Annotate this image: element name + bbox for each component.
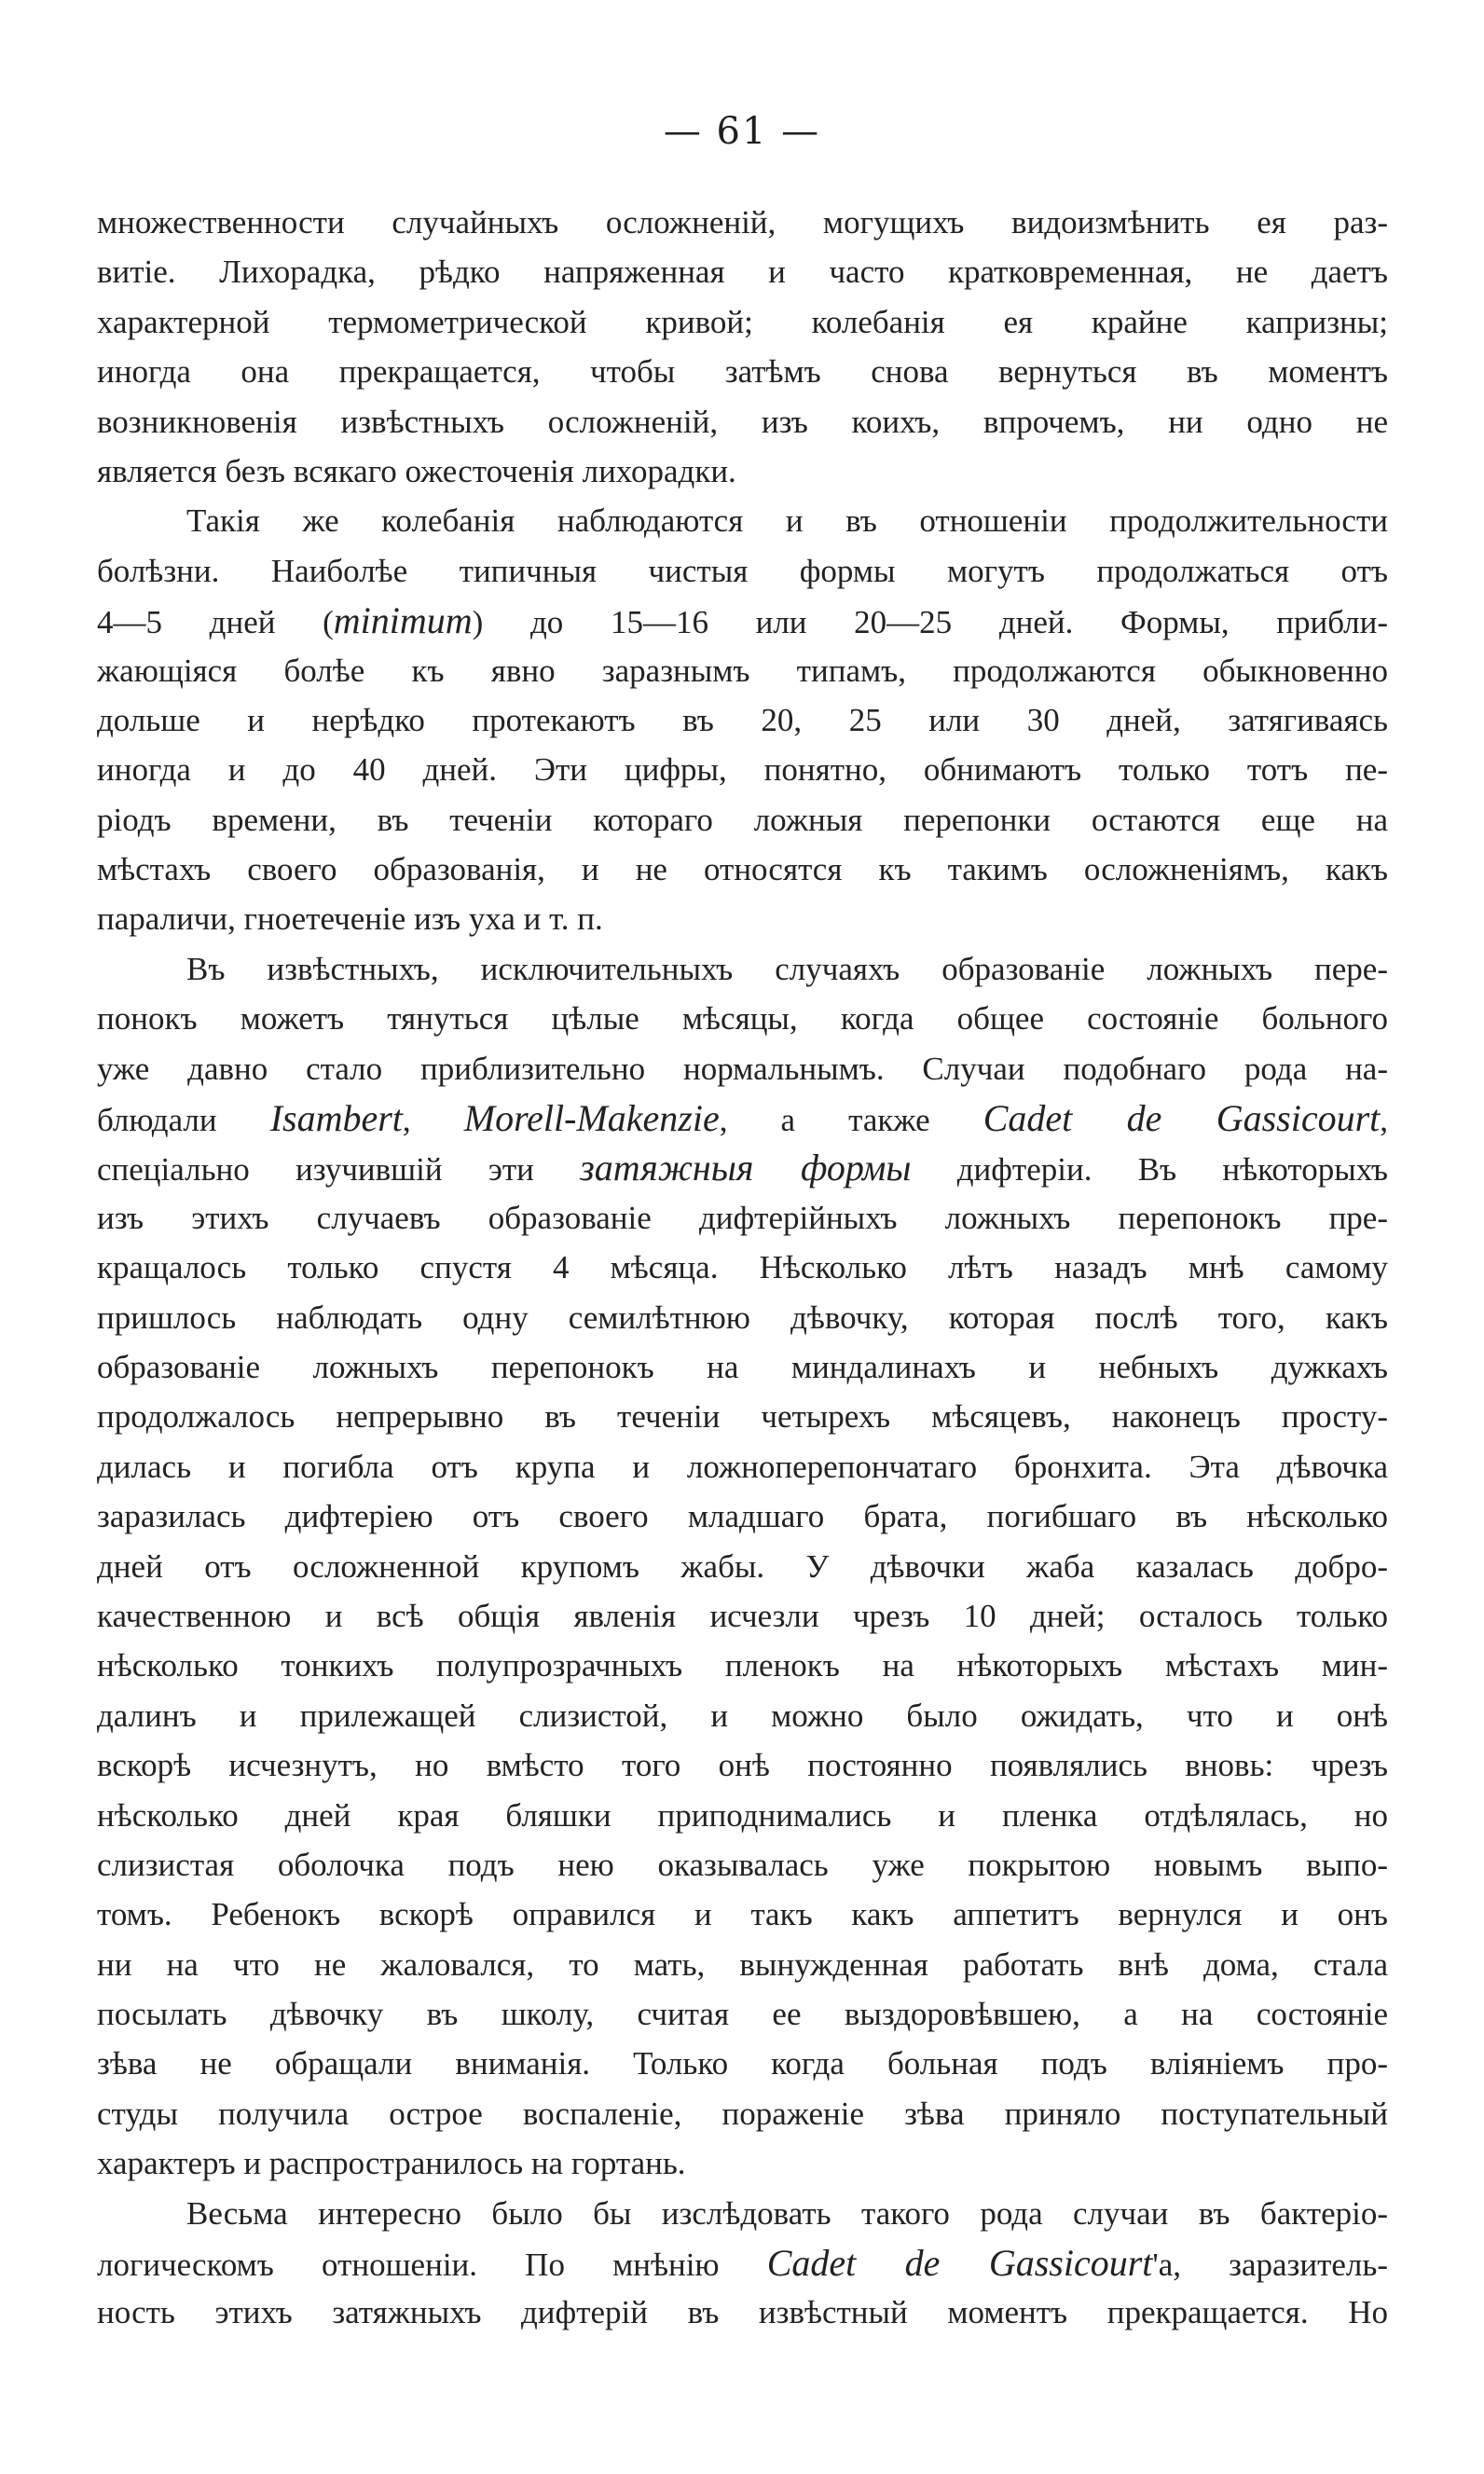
text-line: Весьма интересно было бы изслѣдовать такого рода случаи въ бактеріо- [186,2194,1388,2232]
text-line: кращалось только спустя 4 мѣсяца. Нѣсколько лѣтъ назадъ мнѣ самому [97,1249,1388,1286]
text-line: дольше и нерѣдко протекаютъ въ 20, 25 или 30 дней, затягиваясь [97,701,1388,738]
text-line: иногда и до 40 дней. Эти цифры, понятно, обнимаютъ только тотъ пе- [97,751,1388,789]
text-line: продолжалось непрерывно въ теченіи четырехъ мѣсяцевъ, наконецъ просту- [97,1398,1388,1436]
text-line: ни на что не жаловался, то мать, вынужденная работать внѣ дома, стала [97,1945,1388,1983]
text-line: уже давно стало приблизительно нормальнымъ. Случаи подобнаго рода на- [97,1050,1388,1087]
text-line: Въ извѣстныхъ, исключительныхъ случаяхъ образованіе ложныхъ пере- [186,950,1388,987]
italic-name: Cadet de Gassicourt [766,2242,1153,2285]
text-line: множественности случайныхъ осложненій, могущихъ видоизмѣнить ея раз- [97,204,1388,241]
body-text [97,198,1388,2338]
italic-name: Isambert [269,1097,403,1140]
text-line: возникновенія извѣстныхъ осложненій, изъ коихъ, впрочемъ, ни одно не [97,403,1388,440]
italic-term: затяжныя формы [580,1147,912,1189]
text-line: дилась и погибла отъ крупа и ложноперепончатаго бронхита. Эта дѣвочка [97,1448,1388,1485]
italic-name: Morell-Makenzie [463,1097,720,1140]
text-line: нѣсколько дней края бляшки приподнимались и пленка отдѣлялась, но [97,1796,1388,1834]
text-line: мѣстахъ своего образованія, и не относятся къ такимъ осложненіямъ, какъ [97,851,1388,888]
page-number: — 61 — [663,110,821,153]
text-line: характеръ и распространилось на гортань. [97,2145,686,2182]
text-line: понокъ можетъ тянуться цѣлые мѣсяцы, когда общее состояніе больного [97,1000,1388,1038]
italic-name: Cadet de Gassicourt [982,1097,1381,1140]
text-line: качественною и всѣ общія явленія исчезли чрезъ 10 дней; осталось только [97,1597,1388,1634]
text-line: блюдали Isambert, Morell-Makenzie, а также Cadet de Gassicourt, [97,1097,1388,1140]
text-line: является безъ всякаго ожесточенія лихорадки. [97,452,736,489]
text-line: спеціально изучившій эти затяжныя формы дифтеріи. Въ нѣкоторыхъ [97,1147,1388,1189]
text-line: Такія же колебанія наблюдаются и въ отношеніи продолжительности [186,502,1388,540]
text-line: логическомъ отношеніи. По мнѣнію Cadet de Gassicourt'а, заразитель- [97,2242,1388,2285]
text-line: иногда она прекращается, чтобы затѣмъ снова вернуться въ моментъ [97,353,1388,391]
text-line: болѣзни. Наиболѣе типичныя чистыя формы могутъ продолжаться отъ [97,552,1388,589]
text-line: студы получила острое воспаленіе, пораженіе зѣва приняло поступательный [97,2095,1388,2132]
text-line: витіе. Лихорадка, рѣдко напряженная и часто кратковременная, не даетъ [97,254,1388,291]
text-line: изъ этихъ случаевъ образованіе дифтерійныхъ ложныхъ перепонокъ пре- [97,1199,1388,1236]
text-line: посылать дѣвочку въ школу, считая ее выздоровѣвшею, а на состояніе [97,1996,1388,2033]
text-line: нѣсколько тонкихъ полупрозрачныхъ пленокъ на нѣкоторыхъ мѣстахъ мин- [97,1647,1388,1684]
text-line: жающіяся болѣе къ явно заразнымъ типамъ, продолжаются обыкновенно [97,652,1388,689]
text-line: дней отъ осложненной крупомъ жабы. У дѣвочки жаба казалась добро- [97,1547,1388,1585]
text-line: вскорѣ исчезнутъ, но вмѣсто того онѣ постоянно появлялись вновь: чрезъ [97,1747,1388,1784]
text-line: томъ. Ребенокъ вскорѣ оправился и такъ какъ аппетитъ вернулся и онъ [97,1896,1388,1933]
text-line: характерной термометрической кривой; колебанія ея крайне капризны; [97,303,1388,340]
text-line: зѣва не обращали вниманія. Только когда больная подъ вліяніемъ про- [97,2045,1388,2082]
text-line: 4—5 дней (minimum) до 15—16 или 20—25 дней. Формы, прибли- [97,599,1388,642]
text-line: заразилась дифтеріею отъ своего младшаго брата, погибшаго въ нѣсколько [97,1498,1388,1535]
text-line: образованіе ложныхъ перепонокъ на миндалинахъ и небныхъ дужкахъ [97,1348,1388,1385]
italic-term: minimum [333,599,473,642]
text-line: пришлось наблюдать одну семилѣтнюю дѣвочку, которая послѣ того, какъ [97,1299,1388,1336]
text-line: ность этихъ затяжныхъ дифтерій въ извѣстный моментъ прекращается. Но [97,2294,1388,2331]
text-line: далинъ и прилежащей слизистой, и можно было ожидать, что и онѣ [97,1697,1388,1734]
text-line: слизистая оболочка подъ нею оказывалась уже покрытою новымъ выпо- [97,1846,1388,1883]
text-line: ріодъ времени, въ теченіи котораго ложныя перепонки остаются еще на [97,801,1388,838]
text-line: параличи, гноетеченіе изъ уха и т. п. [97,900,603,938]
